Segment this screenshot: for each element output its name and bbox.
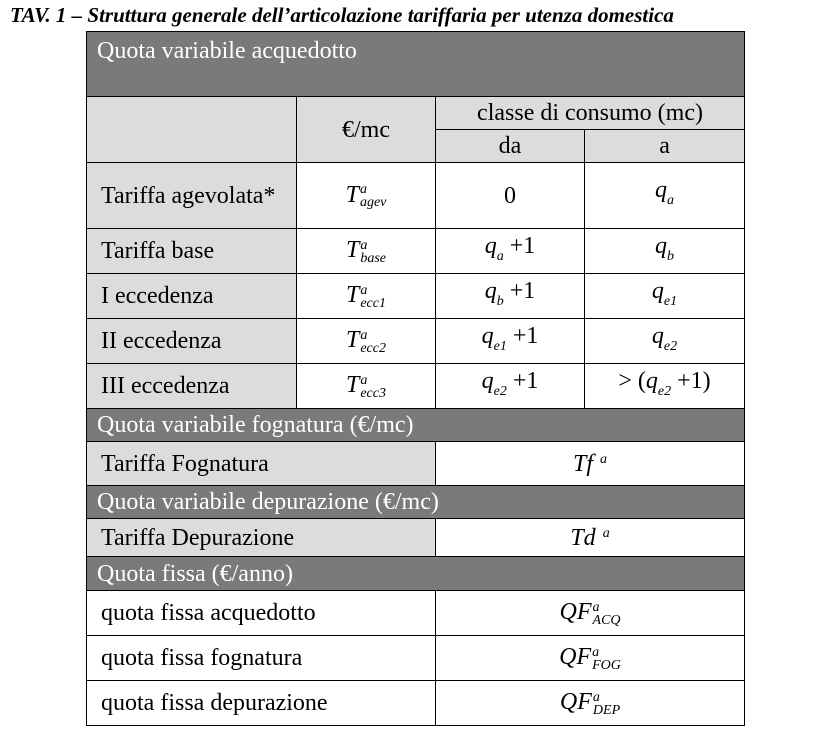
- table-row: [87, 229, 745, 274]
- tariff-symbol: T a ecc3: [297, 364, 436, 409]
- row-label: III eccedenza: [87, 364, 297, 409]
- row-label: Tariffa Depurazione: [87, 519, 436, 557]
- range-from: $q_a +1$: [436, 229, 585, 274]
- tariff-symbol: Td a: [436, 519, 745, 557]
- tariff-symbol: QF a FOG: [436, 636, 745, 681]
- row-label: Tariffa base: [87, 229, 297, 274]
- table-caption: TAV. 1 – Struttura generale dell’articolazione tariffaria per utenza domestica: [10, 3, 674, 27]
- section-title-depurazione: Quota variabile depurazione (€/mc): [87, 486, 745, 519]
- table-row: [87, 274, 745, 319]
- range-from: $q_{e2} +1$: [436, 364, 585, 409]
- range-from: $q_{e1} +1$: [436, 319, 585, 364]
- tariff-table: [86, 31, 745, 726]
- section-title-fissa: Quota fissa (€/anno): [87, 557, 745, 591]
- tariff-symbol: QF a ACQ: [436, 591, 745, 636]
- row-label: quota fissa fognatura: [87, 636, 436, 681]
- row-label: Tariffa Fognatura: [87, 442, 436, 486]
- header-consumption-class: classe di consumo (mc): [436, 97, 745, 130]
- table-row: [87, 364, 745, 409]
- header-empty-cell: [87, 97, 297, 163]
- tariff-symbol: T a base: [297, 229, 436, 274]
- section-title-acquedotto: Quota variabile acquedotto: [87, 32, 745, 97]
- tariff-symbol: Tf a: [436, 442, 745, 486]
- table-row: [87, 519, 745, 557]
- section-title-fognatura: Quota variabile fognatura (€/mc): [87, 409, 745, 442]
- row-label: I eccedenza: [87, 274, 297, 319]
- range-to: $q_{e1}$: [585, 274, 745, 319]
- range-to: $q_a$: [585, 163, 745, 229]
- table-row: [87, 442, 745, 486]
- header-to: a: [585, 130, 745, 163]
- tariff-symbol: T a ecc2: [297, 319, 436, 364]
- range-from: $q_b +1$: [436, 274, 585, 319]
- table-row: [87, 681, 745, 726]
- range-to: $q_b$: [585, 229, 745, 274]
- header-unit: €/mc: [297, 97, 436, 163]
- table-row: [87, 319, 745, 364]
- table-row: [87, 636, 745, 681]
- row-label: quota fissa acquedotto: [87, 591, 436, 636]
- row-label: quota fissa depurazione: [87, 681, 436, 726]
- tariff-symbol: T a ecc1: [297, 274, 436, 319]
- range-from: 0: [436, 163, 585, 229]
- row-label: Tariffa agevolata*: [87, 163, 297, 229]
- table-row: [87, 591, 745, 636]
- tariff-symbol: T a agev: [297, 163, 436, 229]
- range-to: $q_{e2}$: [585, 319, 745, 364]
- table-row: [87, 163, 745, 229]
- range-to: > $(q_{e2} +1)$: [585, 364, 745, 409]
- row-label: II eccedenza: [87, 319, 297, 364]
- tariff-symbol: QF a DEP: [436, 681, 745, 726]
- header-from: da: [436, 130, 585, 163]
